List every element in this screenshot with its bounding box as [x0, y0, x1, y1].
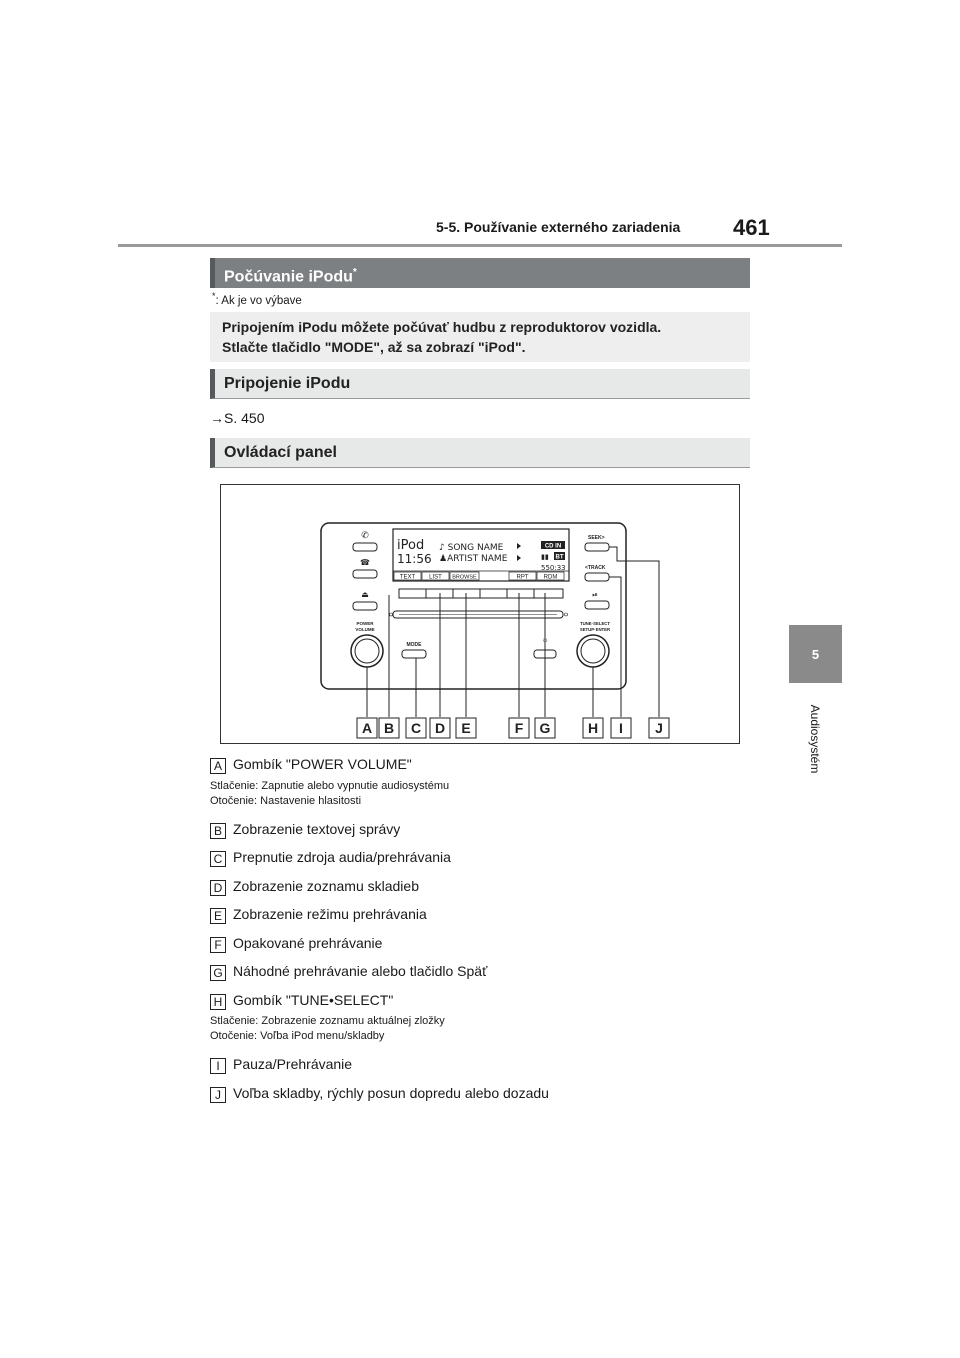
power-volume-label-line2: VOLUME — [355, 627, 375, 632]
legend-sub-a-2: Otočenie: Nastavenie hlasitosti — [210, 795, 362, 807]
callout-d: D — [434, 720, 446, 736]
legend-item-j — [210, 1085, 549, 1103]
legend-sub-a — [210, 779, 449, 809]
legend-text-c: Prepnutie zdroja audia/prehrávania — [233, 849, 451, 865]
phone-answer-button — [353, 543, 377, 551]
callout-h: H — [587, 720, 599, 736]
legend-text-h: Gombík "TUNE•SELECT" — [233, 992, 394, 1008]
section-title-listening-text: Počúvanie iPodu — [224, 268, 353, 286]
legend-badge-e: E — [210, 908, 226, 924]
display-clock: 11:56 — [397, 552, 432, 566]
legend-item-i — [210, 1056, 352, 1074]
light-icon: ☼ — [541, 635, 549, 644]
setup-enter-label: SETUP·ENTER — [579, 627, 611, 632]
legend-badge-g: G — [210, 965, 226, 981]
legend-badge-a: A — [210, 758, 226, 774]
page-reference: →S. 450 — [210, 410, 265, 426]
preset-button-row — [399, 589, 563, 598]
display-mode: iPod — [397, 538, 425, 553]
track-label: <TRACK — [585, 565, 606, 571]
legend-text-j: Voľba skladby, rýchly posun dopredu alebo dozadu — [233, 1085, 549, 1101]
section-title-listening — [210, 258, 750, 288]
control-panel-illustration — [221, 485, 739, 743]
tune-select-knob-inner — [581, 639, 605, 663]
display-song: ♪ SONG NAME — [439, 543, 504, 553]
legend-item-b — [210, 821, 400, 839]
callout-f: F — [514, 720, 524, 736]
legend-sub-h-1: Stlačenie: Zobrazenie zoznamu aktuálnej zložky — [210, 1015, 445, 1027]
legend-item-d — [210, 878, 419, 896]
legend-badge-j: J — [210, 1087, 226, 1103]
bt-text: BT — [555, 554, 564, 561]
signal-icon: ▮▮ — [541, 554, 549, 561]
track-button — [585, 573, 609, 581]
header-rule — [118, 244, 842, 247]
display-time: 550:33 — [541, 564, 566, 572]
callout-j: J — [655, 720, 663, 736]
legend-badge-h: H — [210, 994, 226, 1010]
legend-badge-i: I — [210, 1058, 226, 1074]
eject-button — [353, 602, 377, 610]
legend-text-f: Opakované prehrávanie — [233, 935, 383, 951]
phone-hangup-button — [353, 570, 377, 578]
svg-text:TEXT: TEXT — [399, 574, 416, 581]
play-pause-icon: ⏯ — [592, 592, 598, 599]
chapter-label: Audiosystém — [808, 704, 822, 774]
legend-text-d: Zobrazenie zoznamu skladieb — [233, 878, 419, 894]
legend-badge-d: D — [210, 880, 226, 896]
svg-text:LIST: LIST — [429, 574, 442, 581]
section-title-control-panel: Ovládací panel — [210, 438, 750, 468]
legend-item-g — [210, 963, 487, 981]
seek-button — [585, 543, 609, 551]
legend-badge-b: B — [210, 823, 226, 839]
seek-label: SEEK> — [588, 535, 605, 541]
play-pause-button — [585, 601, 609, 609]
legend-text-g: Náhodné prehrávanie alebo tlačidlo Späť — [233, 963, 488, 979]
power-volume-knob-inner — [355, 639, 379, 663]
legend-text-a: Gombík "POWER VOLUME" — [233, 756, 412, 772]
legend-sub-h-2: Otočenie: Voľba iPod menu/skladby — [210, 1030, 385, 1042]
legend-item-h — [210, 992, 393, 1010]
footnote — [212, 291, 302, 307]
mode-button — [402, 650, 426, 658]
control-panel-figure — [220, 484, 740, 744]
footnote-text: : Ak je vo výbave — [215, 294, 302, 307]
svg-text:RDM: RDM — [543, 574, 558, 581]
legend-badge-c: C — [210, 851, 226, 867]
callout-b: B — [383, 720, 395, 736]
phone-hangup-icon: ☎ — [360, 558, 370, 567]
legend-item-c — [210, 849, 451, 867]
legend-item-e — [210, 906, 427, 924]
legend-item-f — [210, 935, 382, 953]
legend-item-a — [210, 756, 412, 774]
legend-badge-f: F — [210, 937, 226, 953]
legend-text-i: Pauza/Prehrávanie — [233, 1056, 353, 1072]
callout-g: G — [539, 720, 551, 736]
callout-c: C — [410, 720, 422, 736]
callout-i: I — [619, 720, 623, 736]
legend-sub-a-1: Stlačenie: Zapnutie alebo vypnutie audiosystému — [210, 780, 450, 792]
phone-answer-icon: ✆ — [361, 530, 369, 540]
display-artist: ♟ARTIST NAME — [439, 554, 508, 564]
legend-text-e: Zobrazenie režimu prehrávania — [233, 906, 427, 922]
callout-e: E — [461, 720, 471, 736]
footnote-star: * — [212, 291, 216, 301]
legend-text-b: Zobrazenie textovej správy — [233, 821, 401, 837]
svg-text:RPT: RPT — [516, 574, 529, 581]
page-number: 461 — [733, 215, 770, 240]
intro-line-2: Stlačte tlačidlo "MODE", až sa zobrazí "iPod". — [222, 339, 526, 355]
intro-line-1: Pripojením iPodu môžete počúvať hudbu z reproduktorov vozidla. — [222, 319, 662, 335]
legend-sub-h — [210, 1014, 445, 1044]
callout-a: A — [361, 720, 373, 736]
callout-boxes — [357, 718, 669, 738]
mode-label: MODE — [406, 642, 422, 648]
tune-select-label: TUNE·SELECT — [579, 621, 611, 626]
eject-icon: ⏏ — [361, 590, 369, 599]
svg-text:BROWSE: BROWSE — [452, 574, 477, 581]
cd-in-text: CD IN — [544, 543, 562, 550]
chapter-tab: 5 — [789, 625, 842, 683]
section-header-title: 5-5. Používanie externého zariadenia — [436, 219, 681, 235]
intro-box — [210, 312, 750, 362]
power-volume-label-line1: POWER — [356, 621, 374, 626]
chapter-label-wrapper — [784, 694, 846, 784]
footnote-marker: * — [352, 267, 357, 278]
section-title-connecting: Pripojenie iPodu — [210, 369, 750, 399]
